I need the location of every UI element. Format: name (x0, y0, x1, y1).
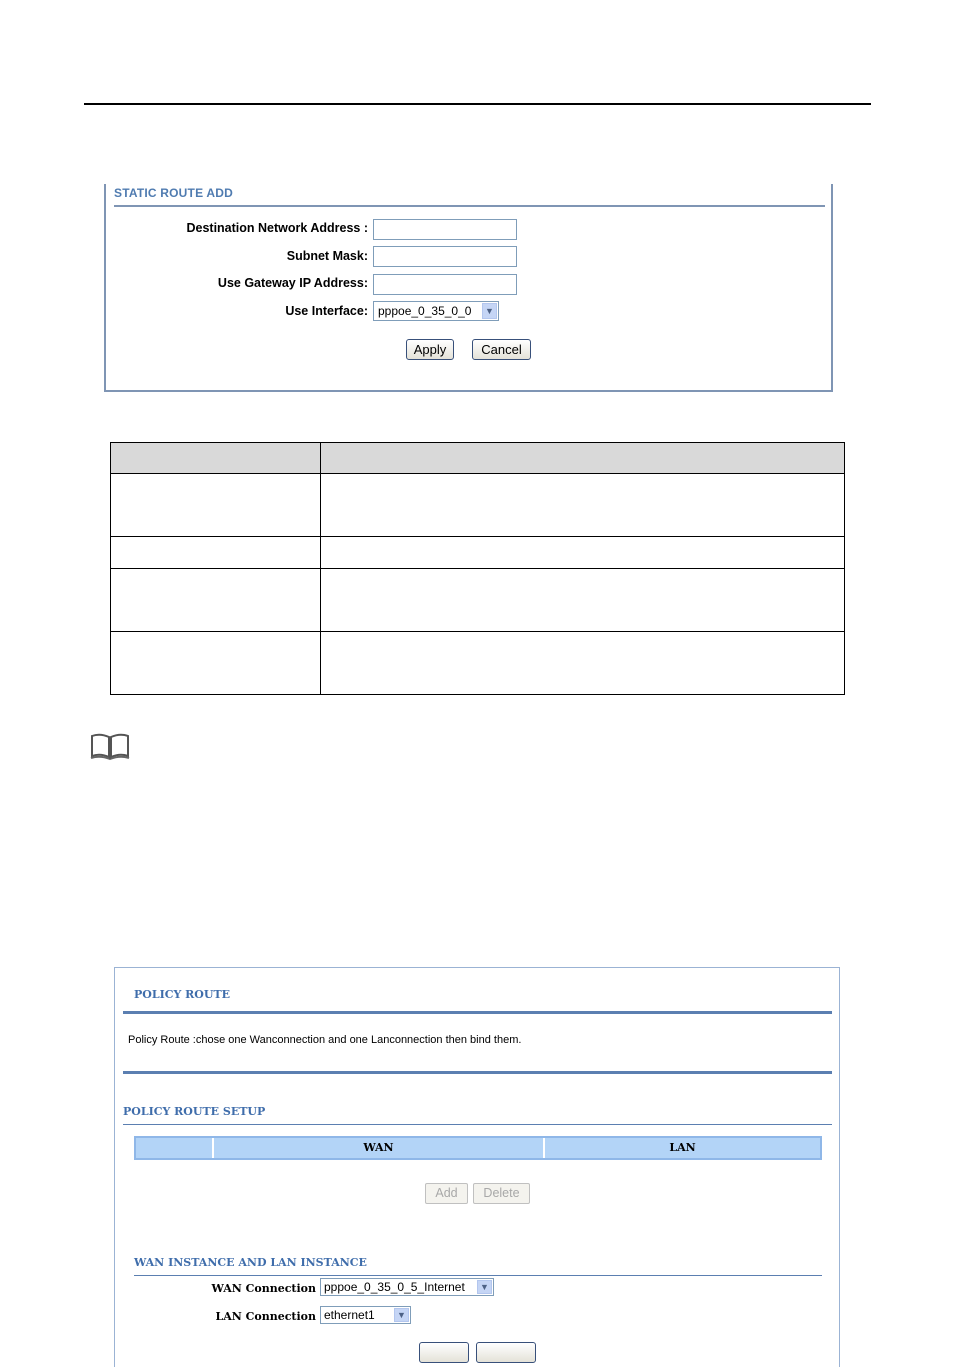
policy-route-description: Policy Route :chose one Wanconnection and one Lanconnection then bind them. (128, 1034, 522, 1046)
wan-connection-value: pppoe_0_35_0_5_Internet (324, 1280, 465, 1294)
chevron-down-icon[interactable]: ▼ (482, 303, 497, 319)
cancel-button-partial[interactable] (476, 1342, 536, 1363)
policy-route-setup-title: POLICY ROUTE SETUP (123, 1105, 266, 1118)
apply-button-partial[interactable] (419, 1342, 469, 1363)
wan-column-header: WAN (214, 1138, 545, 1158)
chevron-down-icon[interactable]: ▼ (477, 1280, 492, 1294)
title-divider (114, 205, 825, 207)
table-cell (321, 632, 845, 695)
table-column-header (136, 1138, 214, 1158)
table-cell (111, 537, 321, 569)
destination-network-label: Destination Network Address : (186, 221, 368, 235)
subnet-mask-input[interactable] (373, 246, 517, 267)
chevron-down-icon[interactable]: ▼ (394, 1308, 409, 1322)
policy-route-title: POLICY ROUTE (134, 988, 231, 1001)
apply-button[interactable]: Apply (406, 339, 454, 360)
page-top-rule (84, 103, 871, 105)
add-button[interactable]: Add (425, 1183, 468, 1204)
cancel-button[interactable]: Cancel (472, 339, 531, 360)
lan-column-header: LAN (669, 1141, 696, 1154)
table-cell (321, 537, 845, 569)
lan-connection-value: ethernet1 (324, 1308, 375, 1322)
gateway-ip-label: Use Gateway IP Address: (217, 276, 368, 290)
table-cell (111, 569, 321, 632)
setup-divider (123, 1124, 832, 1125)
policy-route-table-header (134, 1136, 822, 1160)
section-divider (123, 1071, 832, 1074)
lan-connection-select[interactable] (320, 1306, 411, 1324)
lan-connection-label: LAN Connection (215, 1310, 316, 1323)
use-interface-label: Use Interface: (285, 304, 368, 318)
delete-button[interactable]: Delete (473, 1183, 530, 1204)
wan-connection-select[interactable] (320, 1278, 494, 1296)
policy-route-panel (114, 967, 840, 1367)
static-route-title: STATIC ROUTE ADD (114, 186, 233, 200)
interface-select[interactable] (373, 301, 499, 321)
table-header-cell (111, 443, 321, 474)
title-divider (123, 1011, 832, 1014)
table-header-cell (321, 443, 845, 474)
instance-divider (134, 1275, 822, 1276)
subnet-mask-label: Subnet Mask: (286, 249, 368, 263)
table-cell (321, 474, 845, 537)
table-cell (111, 632, 321, 695)
table-cell (321, 569, 845, 632)
table-cell (111, 474, 321, 537)
instance-title: WAN INSTANCE AND LAN INSTANCE (134, 1256, 367, 1269)
parameter-table (110, 442, 845, 695)
interface-select-value: pppoe_0_35_0_0 (378, 304, 472, 318)
destination-network-input[interactable] (373, 219, 517, 240)
gateway-ip-input[interactable] (373, 274, 517, 295)
wan-connection-label: WAN Connection (211, 1282, 316, 1295)
book-icon (89, 731, 131, 761)
